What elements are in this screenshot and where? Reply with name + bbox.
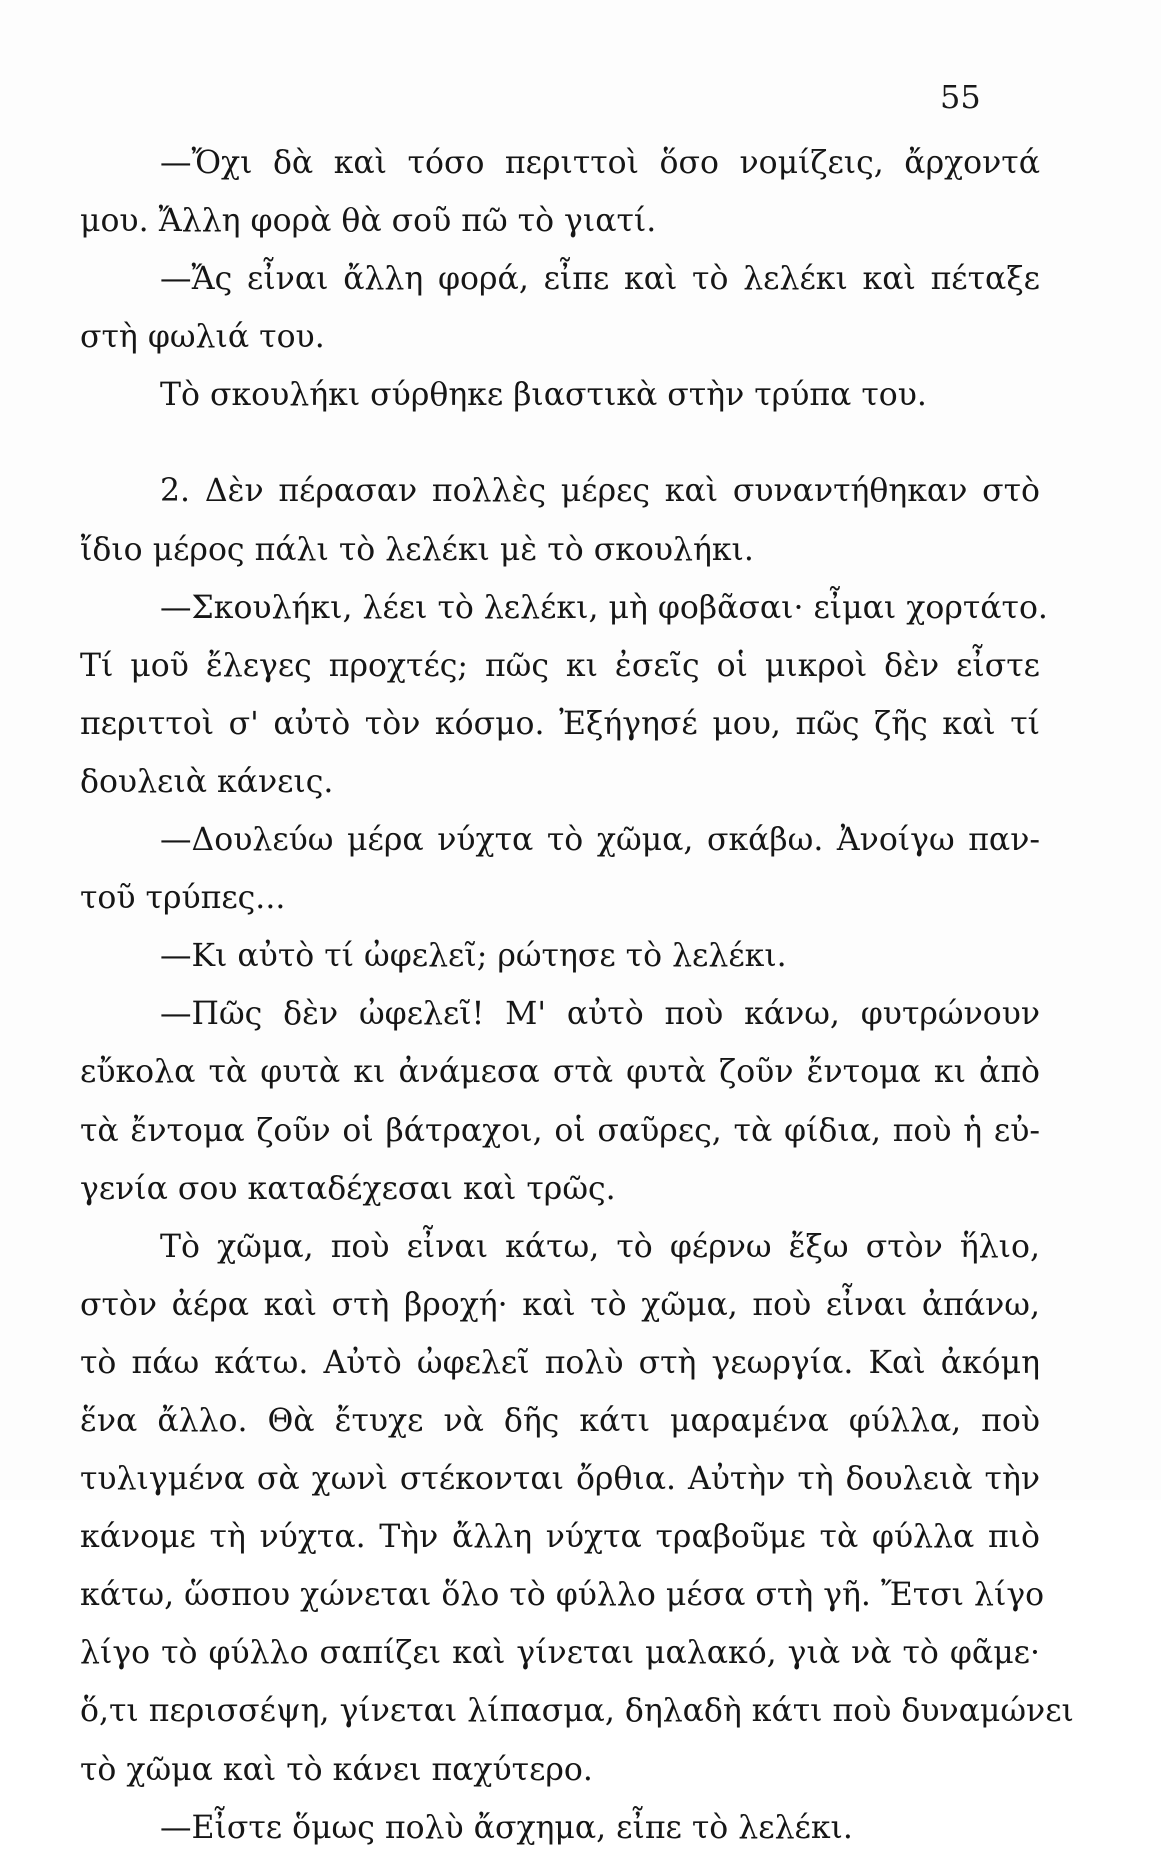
- text-line: τὸ πάω κάτω. Αὐτὸ ὠφελεῖ πολὺ στὴ γεωργία. Καὶ ἀκόμη: [80, 1344, 1040, 1381]
- text-line: τυλιγμένα σὰ χωνὶ στέκονται ὄρθια. Αὐτὴν τὴ δουλειὰ τὴν: [80, 1461, 1040, 1498]
- text-line: γενία σου καταδέχεσαι καὶ τρῶς.: [80, 1170, 616, 1207]
- text-line: λίγο τὸ φύλλο σαπίζει καὶ γίνεται μαλακό, γιὰ νὰ τὸ φᾶμε·: [80, 1635, 1040, 1672]
- text-line: —Δουλεύω μέρα νύχτα τὸ χῶμα, σκάβω. Ἀνοίγω παν-: [160, 822, 1040, 859]
- text-line: —Πῶς δὲν ὠφελεῖ! Μ' αὐτὸ ποὺ κάνω, φυτρώνουν: [160, 996, 1040, 1033]
- text-line: —Εἶστε ὅμως πολὺ ἄσχημα, εἶπε τὸ λελέκι.: [160, 1809, 853, 1846]
- text-line: τὰ ἔντομα ζοῦν οἱ βάτραχοι, οἱ σαῦρες, τὰ φίδια, ποὺ ἡ εὐ-: [80, 1112, 1040, 1149]
- page-number: 55: [940, 78, 981, 116]
- text-line: ἕνα ἄλλο. Θὰ ἔτυχε νὰ δῆς κάτι μαραμένα φύλλα, ποὺ: [80, 1402, 1040, 1439]
- text-line: —Ὄχι δὰ καὶ τόσο περιττοὶ ὅσο νομίζεις, ἄρχοντά: [160, 145, 1040, 181]
- text-line: —Σκουλήκι, λέει τὸ λελέκι, μὴ φοβᾶσαι· εἶμαι χορτάτο.: [160, 589, 1048, 626]
- text-line: ὅ,τι περισσέψη, γίνεται λίπασμα, δηλαδὴ κάτι ποὺ δυναμώνει: [80, 1693, 1074, 1730]
- text-line: ἴδιο μέρος πάλι τὸ λελέκι μὲ τὸ σκουλήκι.: [80, 531, 754, 568]
- text-line: κάτω, ὥσπου χώνεται ὅλο τὸ φύλλο μέσα στὴ γῆ. Ἔτσι λίγο: [80, 1577, 1045, 1614]
- text-line: 2. Δὲν πέρασαν πολλὲς μέρες καὶ συναντήθηκαν στὸ: [160, 473, 1040, 510]
- text-line: δουλειὰ κάνεις.: [80, 763, 334, 800]
- text-line: στὸν ἀέρα καὶ στὴ βροχή· καὶ τὸ χῶμα, ποὺ εἶναι ἀπάνω,: [80, 1286, 1040, 1323]
- text-line: στὴ φωλιά του.: [80, 319, 325, 356]
- text-line: —Κι αὐτὸ τί ὠφελεῖ; ρώτησε τὸ λελέκι.: [160, 938, 787, 975]
- text-line: περιττοὶ σ' αὐτὸ τὸν κόσμο. Ἐξήγησέ μου, πῶς ζῆς καὶ τί: [80, 705, 1040, 742]
- text-line: —Ἄς εἶναι ἄλλη φορά, εἶπε καὶ τὸ λελέκι καὶ πέταξε: [160, 261, 1040, 298]
- text-line: Τὸ χῶμα, ποὺ εἶναι κάτω, τὸ φέρνω ἔξω στὸν ἥλιο,: [160, 1228, 1040, 1265]
- text-line: τὸ χῶμα καὶ τὸ κάνει παχύτερο.: [80, 1751, 593, 1788]
- paragraph-gap: [80, 424, 1040, 462]
- text-line: τοῦ τρύπες...: [80, 880, 286, 917]
- text-line: Τὸ σκουλήκι σύρθηκε βιαστικὰ στὴν τρύπα του.: [160, 377, 927, 414]
- body-text: [80, 134, 1074, 1857]
- text-line: εὔκολα τὰ φυτὰ κι ἀνάμεσα στὰ φυτὰ ζοῦν ἔντομα κι ἀπὸ: [80, 1054, 1040, 1091]
- text-line: Τί μοῦ ἔλεγες προχτές; πῶς κι ἐσεῖς οἱ μικροὶ δὲν εἶστε: [80, 647, 1040, 684]
- text-line: μου. Ἄλλη φορὰ θὰ σοῦ πῶ τὸ γιατί.: [80, 203, 657, 240]
- text-line: κάνομε τὴ νύχτα. Τὴν ἄλλη νύχτα τραβοῦμε τὰ φύλλα πιὸ: [80, 1519, 1040, 1556]
